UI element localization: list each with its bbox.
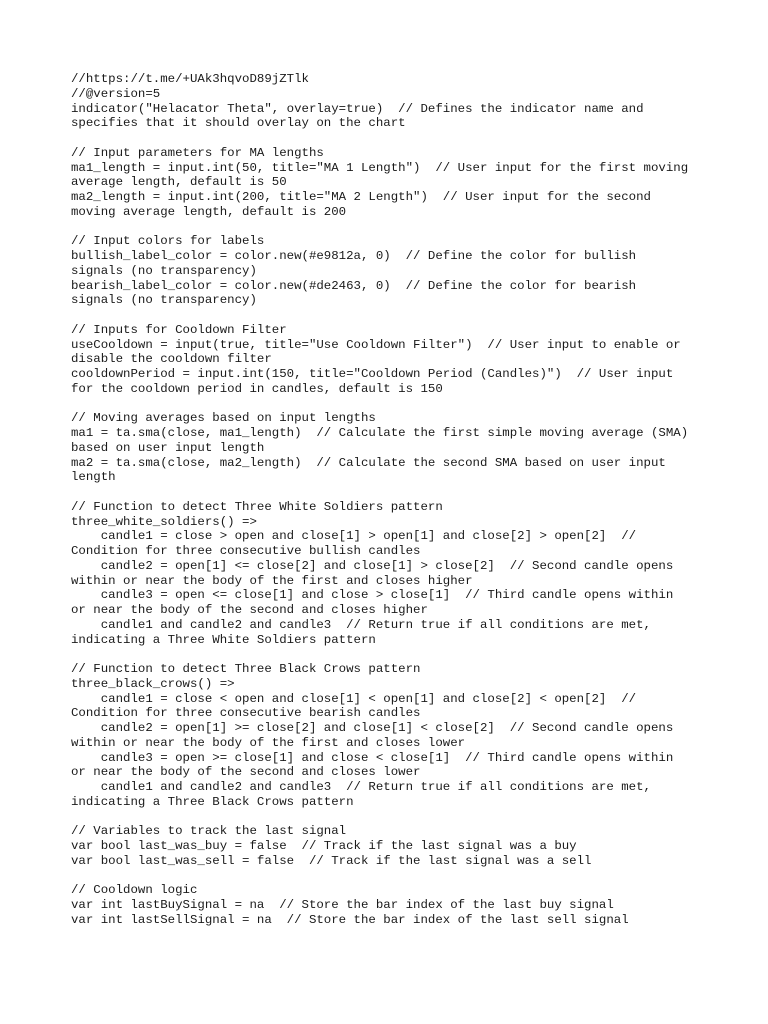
code-line: candle3 = open >= close[1] and close < close[1] // Third candle opens within <box>71 750 674 765</box>
code-line: ma2 = ta.sma(close, ma2_length) // Calculate the second SMA based on user input <box>71 455 666 470</box>
blank-line <box>71 220 701 235</box>
code-line: moving average length, default is 200 <box>71 204 347 219</box>
code-line: Condition for three consecutive bullish candles <box>71 544 421 558</box>
code-line: specifies that it should overlay on the chart <box>71 116 406 131</box>
code-line: cooldownPeriod = input.int(150, title="Cooldown Period (Candles)") // User input <box>71 367 674 381</box>
blank-line <box>71 308 701 323</box>
blank-line <box>71 131 701 146</box>
code-line: within or near the body of the first and closes higher <box>71 573 473 588</box>
code-line: indicating a Three Black Crows pattern <box>71 794 354 809</box>
code-line: //https://t.me/+UAk3hqvoD89jZTlk <box>71 72 309 86</box>
code-line: // Function to detect Three Black Crows pattern <box>71 662 421 676</box>
code-line: signals (no transparency) <box>71 293 257 308</box>
blank-line <box>71 485 701 500</box>
code-line: candle2 = open[1] <= close[2] and close[1] > close[2] // Second candle opens <box>71 558 674 573</box>
code-document <box>71 72 701 928</box>
code-line: // Cooldown logic <box>71 883 198 898</box>
blank-line <box>71 397 701 412</box>
code-line: var bool last_was_sell = false // Track if the last signal was a sell <box>71 853 592 868</box>
code-line: var bool last_was_buy = false // Track if the last signal was a buy <box>71 839 577 853</box>
code-line: //@version=5 <box>71 86 161 101</box>
code-line: bullish_label_color = color.new(#e9812a, 0) // Define the color for bullish <box>71 249 637 263</box>
code-line: candle1 and candle2 and candle3 // Return true if all conditions are met, <box>71 780 651 794</box>
code-line: or near the body of the second and closes lower <box>71 765 421 780</box>
code-line: var int lastSellSignal = na // Store the bar index of the last sell signal <box>71 912 629 927</box>
blank-line <box>71 810 701 825</box>
code-line: within or near the body of the first and closes lower <box>71 735 466 750</box>
code-line: // Input colors for labels <box>71 234 265 249</box>
code-line: three_white_soldiers() => <box>71 514 257 529</box>
code-line: candle2 = open[1] >= close[2] and close[1] < close[2] // Second candle opens <box>71 721 674 735</box>
code-line: // Input parameters for MA lengths <box>71 145 324 160</box>
code-line: // Moving averages based on input lengths <box>71 411 376 426</box>
code-line: length <box>71 470 116 485</box>
code-line: candle3 = open <= close[1] and close > close[1] // Third candle opens within <box>71 588 674 603</box>
code-line: based on user input length <box>71 440 265 455</box>
code-line: disable the cooldown filter <box>71 352 272 367</box>
blank-line <box>71 869 701 884</box>
code-line: for the cooldown period in candles, default is 150 <box>71 381 443 396</box>
code-line: indicating a Three White Soldiers pattern <box>71 632 376 647</box>
code-line: average length, default is 50 <box>71 175 287 190</box>
code-line: useCooldown = input(true, title="Use Cooldown Filter") // User input to enable or <box>71 337 681 352</box>
code-line: or near the body of the second and closes higher <box>71 603 428 617</box>
code-line: candle1 = close > open and close[1] > open[1] and close[2] > open[2] // <box>71 529 637 544</box>
code-line: // Inputs for Cooldown Filter <box>71 322 287 337</box>
code-line: ma2_length = input.int(200, title="MA 2 Length") // User input for the second <box>71 190 651 204</box>
code-line: ma1_length = input.int(50, title="MA 1 Length") // User input for the first moving <box>71 160 689 175</box>
code-line: indicator("Helacator Theta", overlay=true) // Defines the indicator name and <box>71 101 644 116</box>
blank-line <box>71 647 701 662</box>
code-line: three_black_crows() => <box>71 676 235 691</box>
code-line: signals (no transparency) <box>71 263 257 278</box>
code-line: // Function to detect Three White Soldiers pattern <box>71 499 443 514</box>
code-line: Condition for three consecutive bearish candles <box>71 706 421 721</box>
code-line: candle1 = close < open and close[1] < open[1] and close[2] < open[2] // <box>71 691 637 706</box>
code-line: candle1 and candle2 and candle3 // Return true if all conditions are met, <box>71 617 651 632</box>
code-line: var int lastBuySignal = na // Store the bar index of the last buy signal <box>71 898 614 912</box>
code-line: // Variables to track the last signal <box>71 824 347 839</box>
code-line: ma1 = ta.sma(close, ma1_length) // Calculate the first simple moving average (SMA) <box>71 426 689 440</box>
code-line: bearish_label_color = color.new(#de2463, 0) // Define the color for bearish <box>71 278 637 293</box>
